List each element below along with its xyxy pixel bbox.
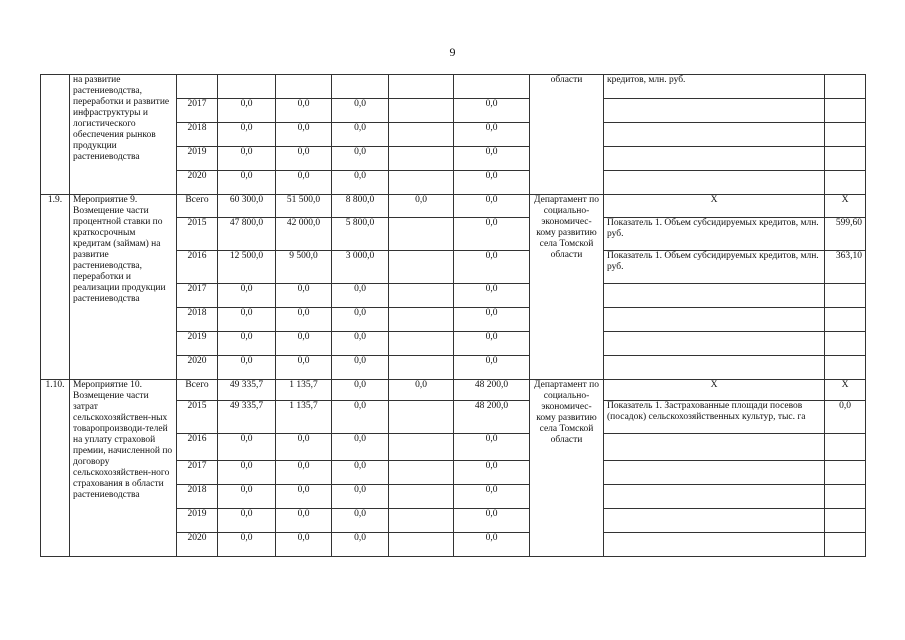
local-cell	[389, 485, 454, 509]
extrabudget-cell: 0,0	[454, 509, 530, 533]
activity-name: Мероприятие 9. Возмещение части процентной ставки по краткосрочным кредитам (займам) на развитие растениеводства, переработки и реализации продукции растениеводства	[70, 195, 177, 380]
extrabudget-cell: 0,0	[454, 308, 530, 332]
year-cell: 2019	[177, 147, 218, 171]
total-cell: 0,0	[218, 434, 276, 461]
federal-cell: 0,0	[276, 461, 332, 485]
regional-cell: 0,0	[332, 171, 389, 195]
extrabudget-cell: 0,0	[454, 251, 530, 284]
federal-cell: 0,0	[276, 171, 332, 195]
extrabudget-cell: 0,0	[454, 461, 530, 485]
indicator-cell: кредитов, млн. руб.	[604, 75, 825, 99]
local-cell	[389, 284, 454, 308]
regional-cell: 0,0	[332, 332, 389, 356]
value-cell: 599,60	[825, 218, 866, 251]
total-cell: 0,0	[218, 171, 276, 195]
regional-cell: 0,0	[332, 123, 389, 147]
year-cell: Всего	[177, 380, 218, 401]
activity-name: Мероприятие 10. Возмещение части затрат сельскохозяйствен-ных товаропроизводи-телей на уплату страховой премии, начисленной по договору сельскохозяйствен-ного страхования в области растениеводства	[70, 380, 177, 557]
indicator-cell: Х	[604, 195, 825, 218]
year-cell: 2019	[177, 509, 218, 533]
executor-cell: области	[530, 75, 604, 195]
extrabudget-cell: 0,0	[454, 533, 530, 557]
indicator-cell: Показатель 1. Объем субсидируемых кредитов, млн. руб.	[604, 251, 825, 284]
total-cell: 0,0	[218, 533, 276, 557]
federal-cell: 0,0	[276, 509, 332, 533]
extrabudget-cell: 48 200,0	[454, 380, 530, 401]
extrabudget-cell: 0,0	[454, 123, 530, 147]
indicator-cell	[604, 533, 825, 557]
regional-cell: 0,0	[332, 485, 389, 509]
total-cell: 0,0	[218, 99, 276, 123]
extrabudget-cell: 0,0	[454, 171, 530, 195]
indicator-cell	[604, 308, 825, 332]
total-cell: 49 335,7	[218, 380, 276, 401]
federal-cell: 1 135,7	[276, 401, 332, 434]
table-row	[41, 380, 866, 401]
local-cell	[389, 251, 454, 284]
federal-cell: 51 500,0	[276, 195, 332, 218]
regional-cell: 0,0	[332, 533, 389, 557]
local-cell	[389, 461, 454, 485]
regional-cell: 0,0	[332, 147, 389, 171]
local-cell	[389, 308, 454, 332]
value-cell: Х	[825, 195, 866, 218]
value-cell	[825, 356, 866, 380]
extrabudget-cell: 0,0	[454, 332, 530, 356]
executor-cell: Департамент по социально-экономичес-кому развитию села Томской области	[530, 380, 604, 557]
extrabudget-cell: 0,0	[454, 99, 530, 123]
value-cell: Х	[825, 380, 866, 401]
federal-cell: 42 000,0	[276, 218, 332, 251]
value-cell	[825, 461, 866, 485]
year-cell: 2016	[177, 251, 218, 284]
local-cell	[389, 434, 454, 461]
page-number: 9	[449, 45, 456, 59]
table-row	[41, 195, 866, 218]
value-cell	[825, 509, 866, 533]
value-cell	[825, 485, 866, 509]
total-cell: 0,0	[218, 147, 276, 171]
federal-cell: 0,0	[276, 434, 332, 461]
extrabudget-cell: 0,0	[454, 434, 530, 461]
value-cell	[825, 434, 866, 461]
regional-cell: 0,0	[332, 284, 389, 308]
year-cell: 2018	[177, 123, 218, 147]
total-cell: 0,0	[218, 123, 276, 147]
year-cell: Всего	[177, 195, 218, 218]
federal-cell: 0,0	[276, 99, 332, 123]
extrabudget-cell: 0,0	[454, 147, 530, 171]
year-cell: 2016	[177, 434, 218, 461]
indicator-cell: Х	[604, 380, 825, 401]
local-cell: 0,0	[389, 195, 454, 218]
federal-cell: 1 135,7	[276, 380, 332, 401]
federal-cell: 0,0	[276, 147, 332, 171]
total-cell: 12 500,0	[218, 251, 276, 284]
value-cell	[825, 533, 866, 557]
row-number-cell	[41, 75, 70, 195]
value-cell	[825, 308, 866, 332]
indicator-cell	[604, 332, 825, 356]
federal-cell: 0,0	[276, 332, 332, 356]
regional-cell: 0,0	[332, 434, 389, 461]
local-cell	[389, 533, 454, 557]
year-cell: 2017	[177, 284, 218, 308]
total-cell: 0,0	[218, 308, 276, 332]
extrabudget-cell: 0,0	[454, 284, 530, 308]
year-cell: 2018	[177, 485, 218, 509]
indicator-cell	[604, 461, 825, 485]
row-number-cell: 1.9.	[41, 195, 70, 380]
year-cell: 2018	[177, 308, 218, 332]
federal-cell: 0,0	[276, 485, 332, 509]
year-cell: 2017	[177, 99, 218, 123]
regional-cell: 0,0	[332, 509, 389, 533]
indicator-cell	[604, 356, 825, 380]
local-cell	[389, 509, 454, 533]
regional-cell: 0,0	[332, 461, 389, 485]
local-cell	[389, 356, 454, 380]
extrabudget-cell: 0,0	[454, 218, 530, 251]
indicator-cell	[604, 509, 825, 533]
total-cell: 0,0	[218, 284, 276, 308]
regional-cell: 0,0	[332, 401, 389, 434]
table-row	[41, 75, 866, 99]
program-table	[40, 74, 866, 557]
local-cell	[389, 401, 454, 434]
indicator-cell	[604, 284, 825, 308]
extrabudget-cell: 0,0	[454, 356, 530, 380]
federal-cell: 0,0	[276, 533, 332, 557]
value-cell: 363,10	[825, 251, 866, 284]
regional-cell: 3 000,0	[332, 251, 389, 284]
federal-cell: 0,0	[276, 308, 332, 332]
year-cell: 2015	[177, 218, 218, 251]
regional-cell: 5 800,0	[332, 218, 389, 251]
extrabudget-cell: 0,0	[454, 485, 530, 509]
federal-cell: 0,0	[276, 284, 332, 308]
regional-cell: 0,0	[332, 380, 389, 401]
year-cell: 2020	[177, 356, 218, 380]
activity-name: на развитие растениеводства, переработки и развитие инфраструктуры и логистического обеспечения рынков продукции растениеводства	[70, 75, 177, 195]
indicator-cell: Показатель 1. Объем субсидируемых кредитов, млн. руб.	[604, 218, 825, 251]
local-cell: 0,0	[389, 380, 454, 401]
regional-cell: 0,0	[332, 99, 389, 123]
federal-cell: 9 500,0	[276, 251, 332, 284]
value-cell	[825, 332, 866, 356]
regional-cell: 0,0	[332, 356, 389, 380]
executor-cell: Департамент по социально-экономичес-кому развитию села Томской области	[530, 195, 604, 380]
total-cell: 0,0	[218, 509, 276, 533]
total-cell: 0,0	[218, 332, 276, 356]
total-cell: 47 800,0	[218, 218, 276, 251]
year-cell: 2019	[177, 332, 218, 356]
extrabudget-cell: 48 200,0	[454, 401, 530, 434]
regional-cell: 0,0	[332, 308, 389, 332]
extrabudget-cell: 0,0	[454, 195, 530, 218]
year-cell: 2017	[177, 461, 218, 485]
value-cell: 0,0	[825, 401, 866, 434]
total-cell: 0,0	[218, 461, 276, 485]
indicator-cell	[604, 485, 825, 509]
indicator-cell	[604, 434, 825, 461]
indicator-cell: Показатель 1. Застрахованные площади посевов (посадок) сельскохозяйственных культур, тыс. га	[604, 401, 825, 434]
regional-cell: 8 800,0	[332, 195, 389, 218]
total-cell: 0,0	[218, 485, 276, 509]
year-cell: 2015	[177, 401, 218, 434]
value-cell	[825, 284, 866, 308]
federal-cell: 0,0	[276, 356, 332, 380]
year-cell: 2020	[177, 533, 218, 557]
year-cell: 2020	[177, 171, 218, 195]
total-cell: 49 335,7	[218, 401, 276, 434]
row-number-cell: 1.10.	[41, 380, 70, 557]
total-cell: 0,0	[218, 356, 276, 380]
local-cell	[389, 218, 454, 251]
total-cell: 60 300,0	[218, 195, 276, 218]
federal-cell: 0,0	[276, 123, 332, 147]
local-cell	[389, 332, 454, 356]
